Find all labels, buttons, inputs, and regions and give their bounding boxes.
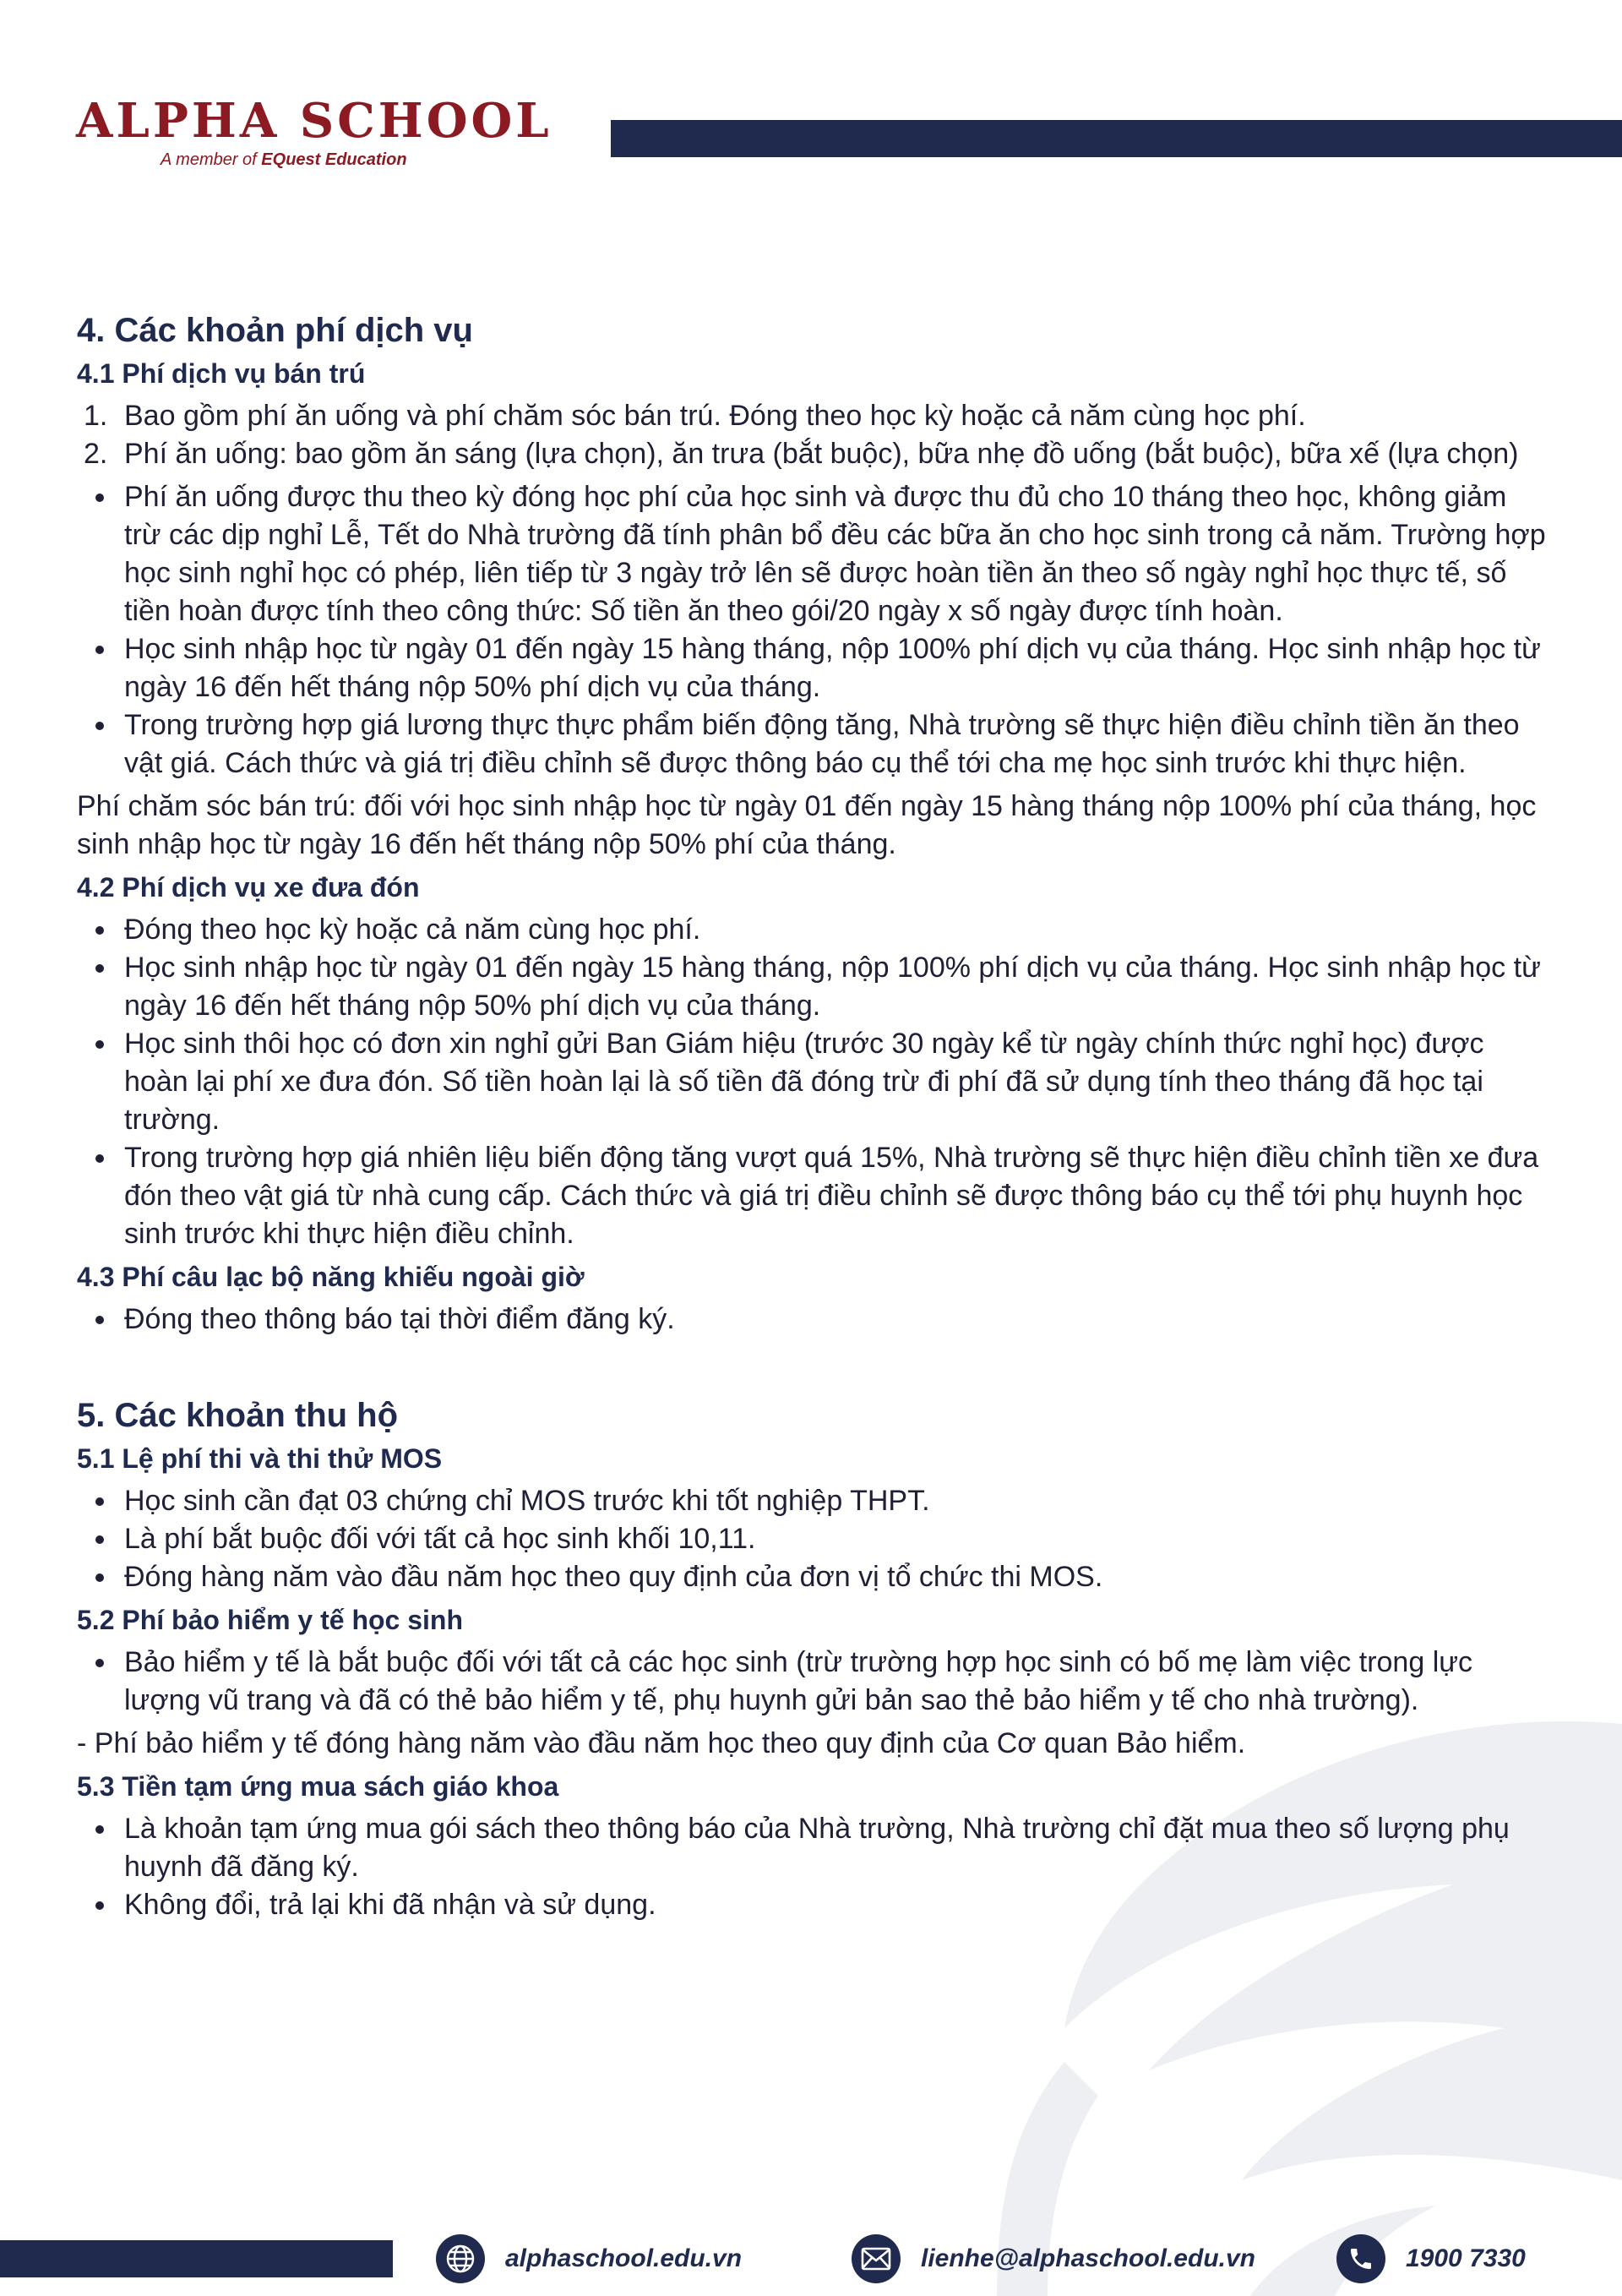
- phone-number[interactable]: 1900 7330: [1406, 2244, 1526, 2272]
- bullet-list: [77, 1301, 1547, 1339]
- school-name: ALPHA SCHOOL: [76, 93, 552, 149]
- document-body: [77, 309, 1547, 1929]
- header-bar: [611, 120, 1622, 157]
- tagline-brand: EQuest Education: [261, 150, 407, 169]
- footer-phone[interactable]: [1336, 2233, 1526, 2284]
- list-item: Là phí bắt buộc đối với tất cả học sinh khối 10,11.: [77, 1520, 1547, 1558]
- mail-icon: [852, 2234, 901, 2283]
- section-title: 5. Các khoản thu hộ: [77, 1397, 399, 1434]
- school-tagline: A member of EQuest Education: [161, 150, 407, 169]
- globe-icon: [436, 2234, 485, 2283]
- list-item: Học sinh cần đạt 03 chứng chỉ MOS trước khi tốt nghiệp THPT.: [77, 1482, 1547, 1520]
- list-item: 2. Phí ăn uống: bao gồm ăn sáng (lựa chọn), ăn trưa (bắt buộc), bữa nhẹ đồ uống (bắt buộc), bữa xế (lựa chọn): [77, 435, 1547, 473]
- footer-website[interactable]: [436, 2233, 742, 2284]
- phone-icon: [1336, 2234, 1385, 2283]
- bullet-list: [77, 1810, 1547, 1924]
- footer-bar: [0, 2240, 393, 2277]
- subsection-title: 5.3 Tiền tạm ứng mua sách giáo khoa: [77, 1771, 559, 1802]
- list-item: Trong trường hợp giá lương thực thực phẩm biến động tăng, Nhà trường sẽ thực hiện điều chỉnh tiền ăn theo vật giá. Cách thức và giá trị điều chỉnh sẽ được thông báo cụ thể tới cha mẹ học sinh trước khi thực hiện.: [77, 706, 1547, 783]
- section-title: 4. Các khoản phí dịch vụ: [77, 312, 473, 349]
- bullet-list: [77, 478, 1547, 783]
- bullet-list: [77, 1482, 1547, 1596]
- school-logo: [76, 93, 552, 170]
- list-item: Đóng theo thông báo tại thời điểm đăng ký.: [77, 1301, 1547, 1339]
- bullet-list: [77, 911, 1547, 1253]
- numbered-list: [77, 397, 1547, 473]
- email-link[interactable]: lienhe@alphaschool.edu.vn: [921, 2244, 1255, 2272]
- list-item: 1. Bao gồm phí ăn uống và phí chăm sóc bán trú. Đóng theo học kỳ hoặc cả năm cùng học phí.: [77, 397, 1547, 435]
- list-item: Học sinh nhập học từ ngày 01 đến ngày 15 hàng tháng, nộp 100% phí dịch vụ của tháng. Học sinh nhập học từ ngày 16 đến hết tháng nộp 50% phí dịch vụ của tháng.: [77, 630, 1547, 706]
- list-item: Là khoản tạm ứng mua gói sách theo thông báo của Nhà trường, Nhà trường chỉ đặt mua theo số lượng phụ huynh đã đăng ký.: [77, 1810, 1547, 1886]
- footer-email[interactable]: [852, 2233, 1255, 2284]
- list-item: Đóng theo học kỳ hoặc cả năm cùng học phí.: [77, 911, 1547, 949]
- list-item: Phí ăn uống được thu theo kỳ đóng học phí của học sinh và được thu đủ cho 10 tháng theo học, không giảm trừ các dịp nghỉ Lễ, Tết do Nhà trường đã tính phân bổ đều các bữa ăn cho học sinh trong cả năm. Trường hợp học sinh nghỉ học có phép, liên tiếp từ 3 ngày trở lên sẽ được hoàn tiền ăn theo số ngày nghỉ học thực tế, số tiền hoàn được tính theo công thức: Số tiền ăn theo gói/20 ngày x số ngày được tính hoàn.: [77, 478, 1547, 630]
- list-item: Không đổi, trả lại khi đã nhận và sử dụng.: [77, 1886, 1547, 1924]
- list-item: Học sinh thôi học có đơn xin nghỉ gửi Ban Giám hiệu (trước 30 ngày kể từ ngày chính thức nghỉ học) được hoàn lại phí xe đưa đón. Số tiền hoàn lại là số tiền đã đóng trừ đi phí đã sử dụng tính theo tháng đã học tại trường.: [77, 1025, 1547, 1139]
- list-item: Đóng hàng năm vào đầu năm học theo quy định của đơn vị tổ chức thi MOS.: [77, 1558, 1547, 1596]
- list-item: Trong trường hợp giá nhiên liệu biến động tăng vượt quá 15%, Nhà trường sẽ thực hiện điều chỉnh tiền xe đưa đón theo vật giá từ nhà cung cấp. Cách thức và giá trị điều chỉnh sẽ được thông báo cụ thể tới phụ huynh học sinh trước khi thực hiện điều chỉnh.: [77, 1139, 1547, 1253]
- list-item: Học sinh nhập học từ ngày 01 đến ngày 15 hàng tháng, nộp 100% phí dịch vụ của tháng. Học sinh nhập học từ ngày 16 đến hết tháng nộp 50% phí dịch vụ của tháng.: [77, 949, 1547, 1025]
- paragraph: Phí chăm sóc bán trú: đối với học sinh nhập học từ ngày 01 đến ngày 15 hàng tháng nộp 100% phí của tháng, học sinh nhập học từ ngày 16 đến hết tháng nộp 50% phí của tháng.: [77, 790, 1537, 860]
- subsection-title: 4.3 Phí câu lạc bộ năng khiếu ngoài giờ: [77, 1262, 585, 1292]
- website-link[interactable]: alphaschool.edu.vn: [505, 2244, 743, 2272]
- list-item: Bảo hiểm y tế là bắt buộc đối với tất cả các học sinh (trừ trường hợp học sinh có bố mẹ làm việc trong lực lượng vũ trang và đã có thẻ bảo hiểm y tế, phụ huynh gửi bản sao thẻ bảo hiểm y tế cho nhà trường).: [77, 1644, 1547, 1720]
- paragraph: - Phí bảo hiểm y tế đóng hàng năm vào đầu năm học theo quy định của Cơ quan Bảo hiểm.: [77, 1727, 1246, 1759]
- subsection-title: 4.2 Phí dịch vụ xe đưa đón: [77, 872, 420, 903]
- subsection-title: 5.1 Lệ phí thi và thi thử MOS: [77, 1443, 443, 1474]
- subsection-title: 4.1 Phí dịch vụ bán trú: [77, 358, 366, 389]
- subsection-title: 5.2 Phí bảo hiểm y tế học sinh: [77, 1605, 463, 1635]
- bullet-list: [77, 1644, 1547, 1720]
